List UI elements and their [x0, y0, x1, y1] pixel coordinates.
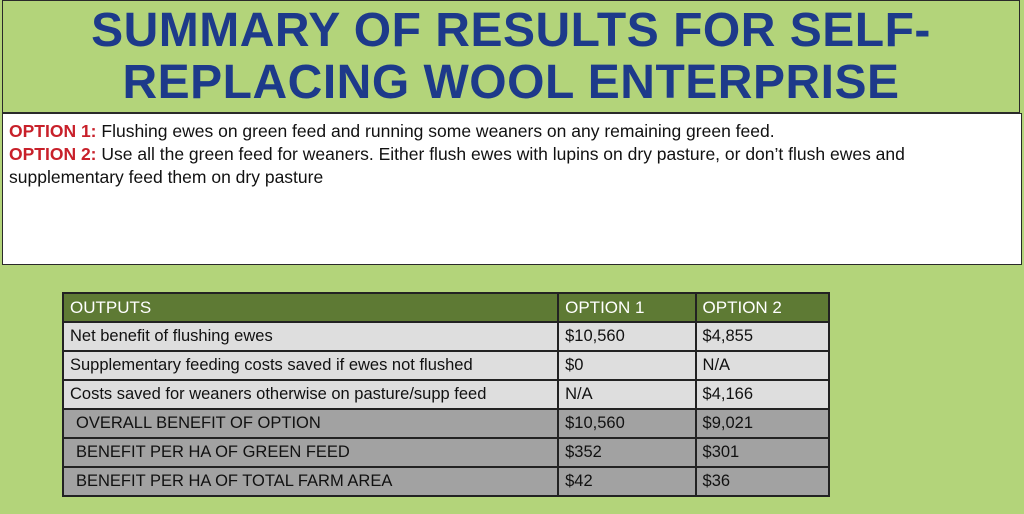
option-2-value: $9,021 — [696, 409, 829, 438]
table-row — [63, 409, 829, 438]
option-2-text: Use all the green feed for weaners. Either flush ewes with lupins on dry pasture, or don’t flush ewes and supplementary feed them on dry pasture — [9, 144, 905, 187]
row-label: Net benefit of flushing ewes — [63, 322, 558, 351]
row-label: Costs saved for weaners otherwise on pasture/supp feed — [63, 380, 558, 409]
option-1-text: Flushing ewes on green feed and running some weaners on any remaining green feed. — [96, 121, 775, 141]
option-1-value: $42 — [558, 467, 695, 496]
row-label: BENEFIT PER HA OF GREEN FEED — [63, 438, 558, 467]
header-outputs: OUTPUTS — [63, 293, 558, 322]
options-description — [2, 113, 1022, 265]
table-row — [63, 438, 829, 467]
table-row — [63, 322, 829, 351]
option-2-description — [9, 143, 1015, 189]
header-option-2: OPTION 2 — [696, 293, 829, 322]
title-banner — [2, 0, 1020, 113]
table-header-row — [63, 293, 829, 322]
option-1-value: $352 — [558, 438, 695, 467]
results-table — [62, 292, 830, 497]
row-label: OVERALL BENEFIT OF OPTION — [63, 409, 558, 438]
table-row — [63, 351, 829, 380]
row-label: BENEFIT PER HA OF TOTAL FARM AREA — [63, 467, 558, 496]
option-2-value: $36 — [696, 467, 829, 496]
option-2-value: $4,855 — [696, 322, 829, 351]
option-1-value: $10,560 — [558, 322, 695, 351]
page-title-line-2: REPLACING WOOL ENTERPRISE — [122, 55, 900, 109]
row-label: Supplementary feeding costs saved if ewes not flushed — [63, 351, 558, 380]
table-row — [63, 380, 829, 409]
option-1-description — [9, 120, 1015, 143]
page-title-line-1: SUMMARY OF RESULTS FOR SELF- — [91, 3, 931, 57]
option-2-value: $4,166 — [696, 380, 829, 409]
option-1-value: $10,560 — [558, 409, 695, 438]
header-option-1: OPTION 1 — [558, 293, 695, 322]
option-1-value: N/A — [558, 380, 695, 409]
option-1-value: $0 — [558, 351, 695, 380]
table-row — [63, 467, 829, 496]
option-2-value: $301 — [696, 438, 829, 467]
option-2-label: OPTION 2: — [9, 144, 97, 164]
option-1-label: OPTION 1: — [9, 121, 97, 141]
option-2-value: N/A — [696, 351, 829, 380]
